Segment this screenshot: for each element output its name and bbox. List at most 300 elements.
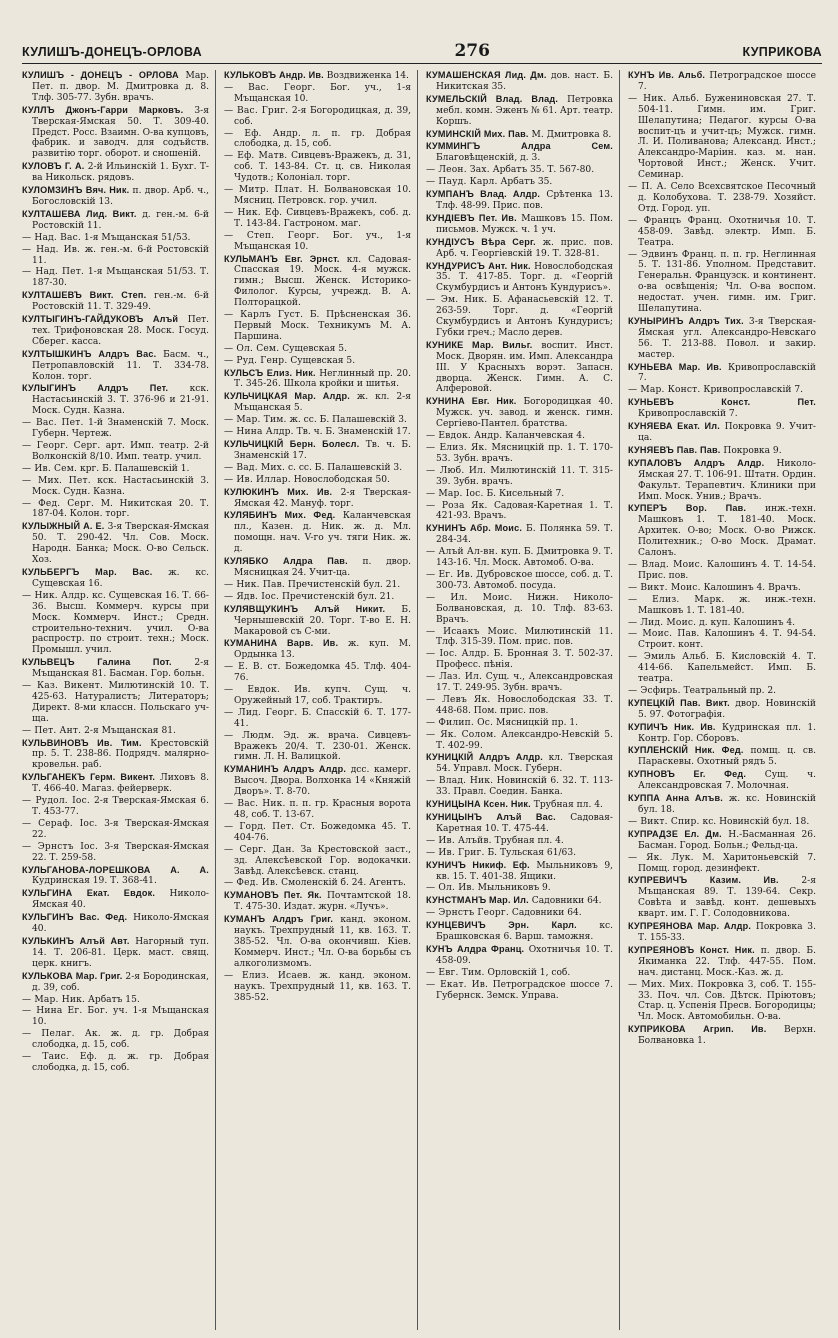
entry-name: КУНСТМАНЪ Мар. Ил. — [426, 895, 529, 906]
entry-details: Покровка 9. — [723, 445, 782, 456]
directory-entry — [426, 70, 613, 93]
directory-entry — [224, 604, 411, 638]
directory-entry — [224, 439, 411, 462]
entry-details: 1-й Знаменскій 7. Моск. Губерн. Чертеж. — [32, 418, 209, 440]
entry-name: — Ник. Альб. — [628, 93, 700, 104]
directory-entry — [224, 106, 411, 128]
entry-name: — Викт. Спир. — [628, 816, 700, 827]
entry-details: Басм. ч., Петропавловскій 11. Т. 334-78. Колон. торг. — [32, 349, 209, 382]
entry-name: — Нина Ег. Бог. уч. — [22, 1006, 128, 1017]
entry-details: Милютинскій 10. Т. 425-63. Натуралистъ; Литераторъ; Директ. 8-ми классн. Польскаго уч-ща. — [32, 681, 209, 724]
directory-column-1 — [22, 70, 216, 1330]
directory-entry — [628, 980, 816, 1024]
directory-entry — [224, 556, 411, 579]
directory-entry — [224, 971, 411, 1004]
entry-name: КУЛЬЧИЦКІЙ Берн. Болесл. — [224, 439, 360, 449]
entry-name: — Ил. Моис. — [426, 592, 513, 603]
directory-entry — [22, 70, 209, 104]
entry-name: КУНИЦЫНА Ксен. Ник. — [426, 799, 531, 810]
entry-name: КУМИНСКІЙ Мих. Пав. — [426, 128, 529, 139]
entry-details: 2-й Ильинскій 1. Бухг. Т-ва Никольск. рядовъ. — [32, 162, 210, 184]
directory-entry — [426, 237, 613, 260]
directory-entry — [22, 865, 209, 888]
directory-entry — [426, 627, 613, 649]
entry-details: Благовѣщенскій, д. 3. — [436, 153, 541, 164]
directory-entry — [426, 812, 613, 835]
directory-entry — [22, 772, 209, 795]
directory-entry — [224, 129, 411, 151]
directory-entry — [224, 391, 411, 414]
directory-entry — [426, 523, 613, 546]
entry-details: ж. ген.-м. 6-й Ростовскій 11. — [32, 244, 209, 266]
entry-details: Пречистенскій бул. 21. — [282, 591, 395, 602]
directory-entry — [628, 250, 816, 315]
directory-entry — [426, 431, 613, 442]
entry-name: КУЛТАШЕВЪ Викт. Степ. — [22, 290, 147, 301]
entry-details: 1-я Мъщанская 51/53. — [83, 232, 191, 243]
directory-entry — [628, 70, 816, 93]
entry-name: — Над. Вас. — [22, 232, 82, 243]
directory-entry — [628, 385, 816, 396]
entry-name: КУНИЧЪ Никиф. Еф. — [426, 859, 530, 870]
entry-name: — Эсфирь. — [628, 685, 681, 696]
entry-name: — Вас. Георг. — [224, 82, 316, 93]
directory-column-2 — [224, 70, 418, 1330]
entry-name: КУНЪ Алдра Франц. — [426, 943, 525, 954]
entry-details: дсс. камерг. Высоч. Двора. Волхонка 14 «Княжій Дворъ». Т. 8-70. — [234, 765, 411, 798]
entry-name: — Фед. Ив. — [224, 878, 279, 889]
entry-name: КУЛЬГИНЪ Вас. Фед. — [22, 912, 128, 923]
entry-details: Калошинъ 4. Врачъ. — [703, 582, 801, 593]
entry-name: — Вас. Пет. — [22, 418, 84, 429]
directory-entry — [628, 698, 816, 721]
directory-entry — [224, 662, 411, 684]
directory-entry — [224, 344, 411, 355]
directory-entry — [224, 185, 411, 207]
entry-name: КУМЕЛЬСКІЙ Влад. Влад. — [426, 93, 559, 104]
entry-name: — Серг. Дан. — [224, 844, 295, 855]
directory-entry — [224, 731, 411, 764]
entry-name: КУПИЧЪ Ник. Ив. — [628, 721, 716, 732]
entry-name: КУЛЬВИНОВЪ Ив. Тим. — [22, 737, 142, 748]
entry-details: Пет. тех. Трифоновская 28. Моск. Госуд. Сберег. касса. — [32, 315, 209, 347]
entry-details: д. куп. Калошинъ 4. — [699, 617, 796, 628]
entry-name: — Ег. Ив. — [426, 569, 474, 580]
entry-details: Мар. Пет. п. двор. М. Дмитровка д. 8. Тлф. 305-77. Зубн. врачъ. — [32, 71, 209, 103]
entry-name: — Исаакъ Моис. — [426, 626, 518, 637]
entry-details: Орловскій 1, соб. — [487, 967, 571, 978]
entry-name: — Евдок. Ив. — [224, 685, 311, 696]
entry-details: М. Харитоньевскій 7. Помщ. город. дезинфект. — [638, 852, 816, 874]
directory-entry — [224, 415, 411, 426]
entry-name: КУМПАНЪ Влад. Алдр. — [426, 189, 541, 200]
directory-entry — [22, 1052, 209, 1074]
entry-name: — Митр. Плат. — [224, 185, 303, 196]
entry-name: КУНЬЕВЪ Конст. Пет. — [628, 397, 816, 408]
entry-name: КУМАНИНЪ Алдръ Алдр. — [224, 764, 347, 775]
entry-details: дов. наст. Б. Никитская 35. — [436, 71, 613, 92]
entry-details: ж. куп. М. Ордынка 13. — [234, 639, 411, 661]
directory-entry — [426, 883, 613, 894]
directory-entry — [224, 70, 411, 82]
entry-name: — Сераф. Іос. — [22, 818, 98, 829]
entry-details: ж. кс. Новинскій бул. 18. — [638, 794, 816, 815]
directory-entry — [224, 799, 411, 821]
entry-name: — Мих. Мих. — [628, 979, 694, 990]
directory-entry — [224, 231, 411, 253]
entry-details: Арбатъ 35. — [500, 177, 553, 188]
entry-details: Пречистенскій бул. 21. — [287, 579, 401, 590]
entry-details: Почтамтской 18. Т. 475-30. Издат. журн. «Лучъ». — [234, 891, 411, 913]
entry-name: КУЛОМЗИНЪ Вяч. Ник. — [22, 185, 130, 196]
entry-name: — Ник. Алдр. — [22, 590, 90, 601]
entry-name: КУЛЬСЪ Елиз. Ник. — [224, 367, 316, 378]
directory-entry — [22, 290, 209, 313]
entry-details: помщ. ц. св. Параскевы. Охотный рядъ 5. — [638, 746, 816, 768]
directory-entry — [22, 971, 209, 994]
entry-details: л. п. гр. Добрая слободка, д. 15, соб. — [234, 128, 412, 150]
directory-entry — [22, 185, 209, 208]
directory-entry — [628, 853, 816, 875]
entry-name: КУПАЛОВЪ Алдръ Алдр. — [628, 457, 765, 468]
entry-name: КУММИНГЪ Алдра Сем. — [426, 141, 613, 152]
entry-name: КУЛЬБЕРГЪ Мар. Вас. — [22, 566, 153, 577]
entry-name: КУНИНА Евг. Ник. — [426, 396, 517, 407]
entry-details: Милютинскій 11. Тлф. 315-39. Пом. прис. пов. — [436, 626, 613, 648]
entry-name: КУЛЫГИНЪ Алдръ Пет. — [22, 383, 169, 394]
directory-entry — [628, 560, 816, 582]
entry-details: Петроградское шоссе 7. — [638, 71, 816, 92]
entry-name: КУНИЦЫНЪ Алъй Вас. — [426, 812, 556, 822]
entry-name: — Руд. Генр. — [224, 355, 288, 366]
directory-entry — [426, 295, 613, 339]
directory-entry — [628, 445, 816, 457]
directory-entry — [224, 764, 411, 798]
entry-name: — Ол. Ив. — [426, 883, 475, 894]
entry-details: Милютинскій 11. Т. 315-39. Зубн. врачъ. — [436, 465, 613, 487]
entry-details: Театральный пр. 2. — [683, 685, 777, 696]
directory-entry — [224, 356, 411, 367]
entry-details: Калошинъ 4. Т. 94-54. Строит. конт. — [638, 629, 816, 651]
directory-entry — [224, 592, 411, 603]
entry-name: КУЛЯБИНЪ Мих. Фед. — [224, 510, 336, 521]
directory-entry — [22, 209, 209, 232]
entry-details: Бог. уч., 1-я Мъщанская 10. — [234, 230, 411, 252]
entry-name: — Мар. Ник. — [22, 994, 86, 1005]
entry-name: — Елиз. Марк. — [628, 594, 725, 605]
entry-name: — Е. В. — [224, 662, 263, 673]
entry-details: канд. эконом. наукъ. Трехпрудный 11, кв. 163. Т. 385-52. Чл. О-ва окончивш. Кіев. Коммерч. Инст.; Чл. О-ва борьбы съ алкоголизмомъ. — [234, 915, 411, 969]
entry-name: КУППА Анна Алъв. — [628, 793, 724, 804]
entry-details: Александро-Невскій 5. Т. 402-99. — [436, 729, 613, 751]
entry-details: 2-я Бородинская, д. 39, соб. — [32, 971, 209, 993]
entry-details: Каланчевская пл., Казен. д. Ник. ж. д. Мл. помощн. нач. V-го уч. тяги Ник. ж. д. — [234, 511, 411, 555]
entry-details: Новослободская 35. Т. 417-85. Торг. д. «Георгій Скумбурдисъ и Антонъ Кундурисъ». — [436, 261, 613, 294]
entry-name: — Лид. Моис. — [628, 617, 697, 628]
directory-entry — [426, 649, 613, 671]
entry-name: КУПРЕЯНОВЪ Конст. Ник. — [628, 944, 755, 955]
entry-details: Калошинъ 4. Т. 14-54. Прис. пов. — [638, 559, 816, 581]
directory-entry — [426, 860, 613, 883]
entry-details: Дубровское шоссе, соб. д. Т. 300-73. Автомоб. посуда. — [436, 569, 613, 591]
entry-details: ж. кс. Сущевская 16. — [32, 567, 209, 589]
entry-name: — Леон. Зах. — [426, 165, 490, 176]
entry-name: КУЛЯВЩУКИНЪ Алъй Никит. — [224, 603, 386, 614]
directory-entry — [628, 583, 816, 594]
entry-details: Бог. уч., 1-я Мъщанская 10. — [234, 82, 411, 104]
directory-entry — [426, 836, 613, 847]
entry-details: Новинскій 6. 32. Т. 113-33. Правл. Соедин. Банка. — [436, 776, 613, 798]
entry-name: — Евдок. Андр. — [426, 431, 503, 442]
entry-details: ж. прис. пов. Арб. ч. Георгіевскій 19. Т. 328-81. — [436, 237, 613, 259]
entry-name: — Еф. Андр. — [224, 128, 301, 139]
entry-name: — Елиз. Як. — [426, 443, 488, 453]
entry-details: Охотничья 10. Т. 458-09. Завѣд. электр. Имп. Б. Театра. — [638, 215, 816, 248]
entry-details: Сущ. ч., Александровская 17. Т. 249-95. Зубн. врачъ. — [436, 672, 613, 694]
entry-details: Б. Чернышевскій 20. Торг. Т-во Е. Н. Макаровой съ С-ми. — [234, 604, 411, 637]
directory-entry — [22, 418, 209, 440]
directory-entry — [224, 208, 411, 230]
entry-details: 3-я Тверская-Ямская угл. Александро-Невскаго 56. Т. 213-88. Повол. и закир. мастер. — [638, 316, 816, 360]
entry-details: ген.-м. 6-й Ростовскій 11. Т. 329-49. — [32, 291, 209, 313]
entry-name: — Францъ Франц. — [628, 215, 723, 226]
entry-details: Садовая-Каретная 1. Т. 421-93. Врачъ. — [436, 500, 613, 522]
entry-details: Мясницкій пр. 1. Т. 170-53. Зубн. врачъ. — [436, 443, 613, 464]
entry-name: КУПРЕЯНОВА Мар. Алдр. — [628, 921, 752, 932]
directory-entry — [22, 726, 209, 737]
entry-name: КУПЕРЪ Вор. Пав. — [628, 503, 747, 514]
page-number: 276 — [454, 41, 490, 61]
entry-name: — Георг. Серг. — [22, 441, 101, 451]
entry-name: — Ник. Пав. — [224, 579, 286, 590]
entry-details: 3-я Тверская-Ямская 22. Т. 259-58. — [32, 841, 209, 863]
entry-details: крг. Б. Палашевскій 1. — [80, 463, 190, 474]
entry-details: Трубная пл. 4. — [494, 835, 564, 846]
directory-entry — [426, 261, 613, 295]
entry-details: Арбатъ 15. — [88, 994, 140, 1005]
directory-entry — [22, 245, 209, 267]
directory-entry — [224, 685, 411, 707]
entry-name: — Мих. Пет. — [22, 475, 91, 486]
entry-details: кл. Садовая-Спасская 19. Моск. 4-я мужск. гимн.; Высш. Женск. Историко-Филолог. Курсы, учрежд. В. А. Полторацкой. — [234, 254, 411, 309]
directory-entry — [628, 216, 816, 249]
entry-details: Садовая-Каретная 10. Т. 475-44. — [436, 813, 613, 834]
entry-details: 2-я Богородицкая, д. 39, соб. — [234, 105, 411, 127]
directory-entry — [22, 441, 209, 463]
entry-name: КУПНОВЪ Ег. Фед. — [628, 769, 747, 780]
entry-name: — Лид. Георг. — [224, 707, 298, 718]
entry-details: кс. Брашковская 6. Варш. таможня. — [436, 921, 613, 943]
directory-entry — [224, 310, 411, 343]
directory-entry — [628, 1024, 816, 1047]
entry-name: — Влад. Моис. — [628, 559, 703, 570]
entry-name: — Людм. Эд. — [224, 730, 300, 741]
directory-entry — [224, 878, 411, 889]
directory-entry — [628, 182, 816, 215]
directory-entry — [22, 591, 209, 656]
directory-entry — [22, 105, 209, 161]
entry-name: — Эм. Ник. — [426, 295, 488, 306]
directory-entry — [628, 769, 816, 792]
directory-entry — [22, 819, 209, 841]
entry-name: — Ол. Сем. — [224, 343, 280, 354]
entry-name: КУЛЮКИНЪ Мих. Ив. — [224, 486, 333, 497]
entry-name: КУЛЬГИНА Екат. Евдок. — [22, 888, 156, 899]
entry-details: Тв. ч. Б. Знаменскій 17. — [234, 440, 411, 461]
directory-entry — [224, 254, 411, 310]
entry-name: КУЛИШЪ - ДОНЕЦЪ - ОРЛОВА — [22, 70, 179, 80]
entry-details: Кривопрославскій 7. — [703, 385, 804, 396]
entry-name: КУЛЬКОВА Мар. Григ. — [22, 970, 123, 981]
entry-name: КУЛЬМАНЪ Евг. Эрнст. — [224, 253, 340, 264]
entry-name: КУЛТЫГИНЪ-ГАЙДУКОВЪ Алъй — [22, 314, 179, 325]
entry-details: Б. Прѣсненская 36. Первый Моск. Техникумъ М. А. Паршина. — [234, 310, 411, 342]
entry-name: КУПЕЦКІЙ Пав. Викт. — [628, 697, 730, 708]
entry-details: Покровка 3. Т. 155-33. — [638, 922, 816, 943]
entry-name: — Эрнстъ Іос. — [22, 841, 99, 852]
directory-entry — [22, 383, 209, 417]
directory-entry — [224, 151, 411, 184]
directory-entry — [628, 945, 816, 979]
entry-details: М. Дмитровка 8. — [531, 129, 612, 140]
entry-details: Б. Полянка 59. Т. 284-34. — [436, 524, 613, 546]
directory-entry — [224, 475, 411, 486]
directory-entry — [426, 213, 613, 236]
entry-details: 3-я Тверская-Ямская 22. — [32, 818, 209, 840]
page-header — [22, 41, 822, 64]
entry-details: Николо-Ямская 40. — [32, 913, 209, 935]
directory-entry — [628, 875, 816, 920]
entry-name: КУЛЬВЕЦЪ Галина Пот. — [22, 657, 172, 668]
entry-details: ж. инж.-техн. Машковъ 1. Т. 181-40. — [638, 594, 816, 616]
directory-entry — [628, 397, 816, 420]
entry-name: — Пет. Ант. — [22, 725, 82, 736]
directory-entry — [22, 267, 209, 289]
directory-entry — [426, 980, 613, 1002]
entry-name: КУНИЦКІЙ Алдръ Алдр. — [426, 752, 543, 763]
entry-details: двор. Новинскій 5. 97. Фотографія. — [638, 698, 816, 720]
directory-entry — [224, 914, 411, 970]
entry-name: КУЛЬГАНОВА-ЛОРЕШКОВА А. А. — [22, 864, 209, 875]
directory-entry — [426, 799, 613, 811]
running-head-right: КУПРИКОВА — [742, 45, 822, 59]
entry-name: — Мар. Конст. — [628, 385, 701, 396]
entry-details: Мыльниковъ 9, кв. 15. Т. 401-38. Ящики. — [436, 860, 613, 882]
entry-details: Крестовскій пр. 5. Т. 238-86. Подрядч. малярно-кровельн. раб. — [32, 738, 209, 771]
entry-details: куп. Б. Дмитровка 9. Т. 143-16. Чл. Моск. Автомоб. О-ва. — [436, 547, 613, 569]
entry-details: Петроградское шоссе 7. Губернск. Земск. Управа. — [436, 979, 613, 1001]
directory-entry — [426, 752, 613, 775]
entry-details: п. п. гр. Неглинная 5. Т. 131-86. Уполном. Представит. Генеральн. Французск. и континент. о-ва освѣщенія; Чл. О-ва воспом. недостат. учен. гимн. им. Григ. Шелапутина. — [638, 249, 816, 315]
entry-name: КУПРИКОВА Агрип. Ив. — [628, 1024, 767, 1035]
directory-entry — [224, 368, 411, 391]
directory-entry — [22, 521, 209, 566]
directory-entry — [22, 738, 209, 772]
directory-entry — [628, 686, 816, 697]
entry-name: — Вас. Григ. — [224, 105, 289, 116]
entry-details: Нижн. Николо-Болвановская, д. 10. Тлф. 83-63. Врачъ. — [436, 592, 613, 625]
directory-entry — [22, 1029, 209, 1051]
entry-details: Бужениновская 27. Т. 504-11. Гимн. им. Григ. Шелапутина; Педагог. курсы О-ва воспит-цъ и учит-цъ; Мужск. гимн. Л. И. Поливанова; Александ. Инст.; Александро-Маріин. каз. м. нан. Чортовой Инст.; Женск. Учит. Семинар. — [638, 93, 816, 181]
directory-column-4 — [628, 70, 822, 1330]
directory-entry — [426, 895, 613, 907]
entry-details: 2-я Тверская-Ямская 42. Мануф. торг. — [234, 487, 411, 509]
entry-name: — Фед. Серг. — [22, 498, 95, 509]
entry-details: Б. Спасскій 6. Т. 177-41. — [234, 707, 411, 729]
directory-entry — [22, 567, 209, 590]
entry-details: Село Всехсвятское Песочный д. Колобухова. Т. 238-79. Хозяйст. Отд. Город. уп. — [638, 182, 816, 214]
directory-entry — [22, 1006, 209, 1028]
entry-details: ж. канд. эконом. наукъ. Трехпрудный 11, кв. 163. Т. 385-52. — [234, 970, 411, 1003]
entry-details: п. двор. Арб. ч., Богословскій 13. — [32, 186, 209, 207]
entry-name: КУЛЫЖНЫЙ А. Е. — [22, 521, 105, 532]
entry-name: — Вас. Ник. — [224, 799, 286, 810]
entry-details: Б. Кисловскій 4. Т. 414-66. Капельмейст. Имп. Б. театра. — [638, 652, 816, 685]
directory-entry — [426, 718, 613, 729]
directory-entry — [426, 396, 613, 430]
entry-details: Б. Афанасьевскій 12. Т. 263-59. Торг. д. «Георгій Скумбурдисъ и Антонъ Кундурисъ; Губки греч.; Масло дерев. — [436, 295, 613, 338]
directory-entry — [628, 458, 816, 503]
entry-details: Машковъ 15. Пом. письмов. Мужск. ч. 1 уч. — [436, 213, 613, 235]
directory-entry — [426, 547, 613, 569]
entry-details: Смоленскій б. 24. Агентъ. — [281, 878, 406, 889]
entry-name: — Викт. Моис. — [628, 582, 701, 593]
entry-name: — Таис. Еф. — [22, 1052, 98, 1063]
directory-entry — [224, 83, 411, 105]
entry-details: Срѣтенка 13. Тлф. 48-99. Прис. пов. — [436, 190, 613, 211]
entry-details: Покровка 9. Учит-ца. — [638, 422, 816, 443]
entry-details: кск. Настасьинскій 3. Т. 376-96 и 21-91. Моск. Судн. Казна. — [32, 384, 209, 417]
entry-name: — Ив. Григ. — [426, 847, 485, 858]
entry-name: — Моис. Пав. — [628, 629, 700, 640]
entry-details: 2-я Мъщанская 81. — [84, 725, 176, 736]
entry-details: Сущевская 5. — [290, 355, 356, 366]
entry-details: Н.-Басманная 26. Басман. Город. Больн.; Фельд-ца. — [638, 829, 816, 851]
entry-details: Богородицкая 40. Мужск. уч. завод. и женск. гимн. Сергіево-Пантел. братства. — [436, 397, 613, 430]
entry-name: КУМАНОВЪ Пет. Як. — [224, 890, 322, 901]
entry-name: КУЛОВЪ Г. А. — [22, 161, 85, 172]
directory-entry — [628, 793, 816, 816]
directory-entry — [22, 995, 209, 1006]
entry-details: Петровка мебл. комн. Эженъ № 61. Арт. театр. Коршъ. — [436, 94, 613, 127]
directory-entry — [224, 708, 411, 730]
entry-details: Новослободская 50. — [293, 474, 390, 485]
entry-name: КУЛЯБКО Алдра Пав. — [224, 556, 348, 567]
directory-entry — [426, 489, 613, 500]
entry-details: ж. сс. Б. Палашевскій 3. — [289, 415, 407, 426]
directory-entry — [426, 944, 613, 967]
directory-entry — [426, 730, 613, 752]
entry-name: КУМАНИНА Варв. Ив. — [224, 638, 339, 649]
entry-details: ж. врача. Сивцевъ-Вражекъ 20/4. Т. 230-01. Женск. гимн. Л. Н. Валицкой. — [234, 730, 411, 763]
entry-details: За Крестовской заст., зд. Алексѣевской Гор. водокачки. Завѣд. Алексѣевск. станц. — [234, 844, 411, 877]
entry-name: — Влад. Ник. — [426, 776, 494, 787]
directory-entry — [628, 829, 816, 852]
directory-entry — [426, 189, 613, 212]
entry-name: — Роза Як. — [426, 500, 488, 511]
entry-details: 2-я Мъщанская 81. Басман. Гор. больн. — [32, 658, 209, 680]
entry-name: КУНДУРИСЪ Ант. Ник. — [426, 260, 531, 271]
entry-name: КУЛЬЧИЦКАЯ Мар. Алдр. — [224, 391, 350, 402]
directory-entry — [224, 822, 411, 844]
entry-details: Кривопрославскій 7. — [638, 409, 738, 420]
directory-entry — [426, 177, 613, 188]
entry-name: КУПЛЕНСКІЙ Ник. Фед. — [628, 745, 744, 756]
entry-details: д. ж. гр. Добрая слободка, д. 15, соб. — [32, 1052, 209, 1073]
entry-name: — Евг. Тим. — [426, 967, 485, 978]
entry-name: — Над. Пет. — [22, 267, 85, 278]
directory-entry — [628, 745, 816, 768]
